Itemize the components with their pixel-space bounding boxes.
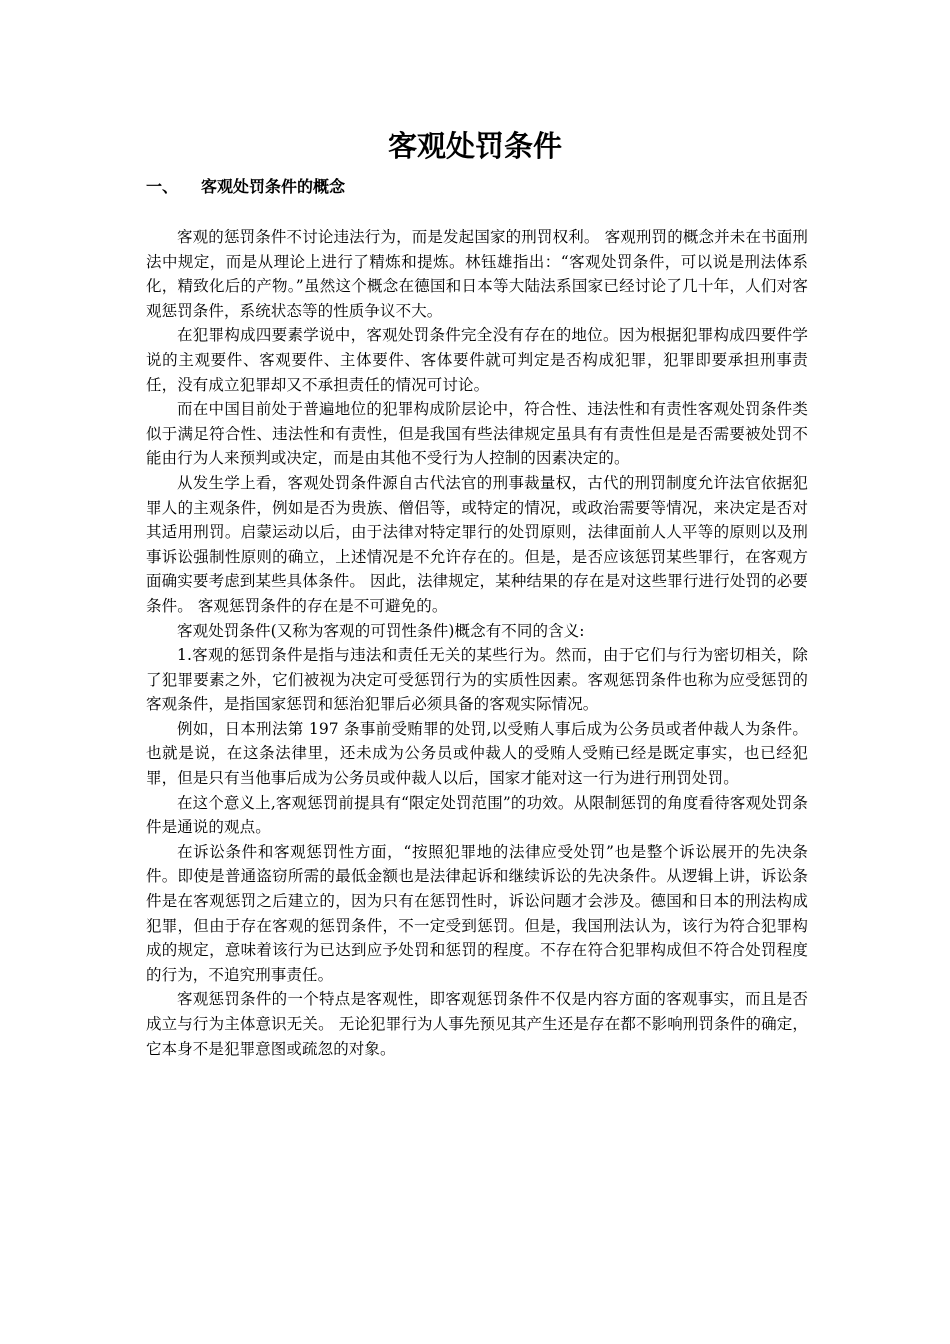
paragraph: 在诉讼条件和客观惩罚性方面，“按照犯罪地的法律应受处罚”也是整个诉讼展开的先决条件。即使是普通盗窃所需的最低金额也是法律起诉和继续诉讼的先决条件。从逻辑上讲，诉讼条件是在客观惩罚之后建立的，因为只有在惩罚性时，诉讼问题才会涉及。德国和日本的刑法构成犯罪，但由于存在客观的惩罚条件，不一定受到惩罚。但是，我国刑法认为，该行为符合犯罪构成的规定，意味着该行为已达到应予处罚和惩罚的程度。不存在符合犯罪构成但不符合处罚程度的行为，不追究刑事责任。	[146, 842, 808, 984]
paragraph: 例如，日本刑法第 197 条事前受贿罪的处罚,以受贿人事后成为公务员或者仲裁人为条件。也就是说，在这条法律里，还未成为公务员或仲裁人的受贿人受贿已经是既定事实，也已经犯罪，但是只有当他事后成为公务员或仲裁人以后，国家才能对这一行为进行刑罚处罚。	[146, 719, 808, 788]
paragraph: 从发生学上看，客观处罚条件源自古代法官的刑事裁量权，古代的刑罚制度允许法官依据犯罪人的主观条件，例如是否为贵族、僧侣等，或特定的情况，或政治需要等情况，来决定是否对其适用刑罚。启蒙运动以后，由于法律对特定罪行的处罚原则，法律面前人人平等的原则以及刑事诉讼强制性原则的确立，上述情况是不允许存在的。但是，是否应该惩罚某些罪行，在客观方面确实要考虑到某些具体条件。 因此，法律规定，某种结果的存在是对这些罪行进行处罚的必要条件。 客观惩罚条件的存在是不可避免的。	[146, 473, 808, 615]
paragraph: 在犯罪构成四要素学说中，客观处罚条件完全没有存在的地位。因为根据犯罪构成四要件学说的主观要件、客观要件、主体要件、客体要件就可判定是否构成犯罪，犯罪即要承担刑事责任，没有成立犯罪却又不承担责任的情况可讨论。	[146, 326, 808, 394]
document-body	[146, 225, 808, 1061]
paragraph: 1.客观的惩罚条件是指与违法和责任无关的某些行为。然而，由于它们与行为密切相关，除了犯罪要素之外，它们被视为决定可受惩罚行为的实质性因素。客观惩罚条件也称为应受惩罚的客观条件，是指国家惩罚和惩治犯罪后必须具备的客观实际情况。	[146, 646, 808, 714]
paragraph: 客观的惩罚条件不讨论违法行为，而是发起国家的刑罚权利。 客观刑罚的概念并未在书面刑法中规定，而是从理论上进行了精炼和提炼。林钰雄指出：“客观处罚条件，可以说是刑法体系化，精致化后的产物。”虽然这个概念在德国和日本等大陆法系国家已经讨论了几十年，人们对客观惩罚条件，系统状态等的性质争议不大。	[146, 228, 808, 320]
document-title: 客观处罚条件	[387, 129, 562, 163]
paragraph: 在这个意义上,客观惩罚前提具有“限定处罚范围”的功效。从限制惩罚的角度看待客观处罚条件是通说的观点。	[146, 793, 808, 837]
section-heading	[146, 174, 345, 200]
section-number: 一、	[146, 177, 179, 196]
paragraph: 而在中国目前处于普遍地位的犯罪构成阶层论中，符合性、违法性和有责性客观处罚条件类似于满足符合性、违法性和有责性，但是我国有些法律规定虽具有有责性但是是否需要被处罚不能由行为人来预判或决定，而是由其他不受行为人控制的因素决定的。	[146, 400, 808, 468]
section-heading-text: 客观处罚条件的概念	[201, 177, 346, 196]
paragraph: 客观惩罚条件的一个特点是客观性，即客观惩罚条件不仅是内容方面的客观事实，而且是否成立与行为主体意识无关。 无论犯罪行为人事先预见其产生还是存在都不影响刑罚条件的确定，它本身不是犯罪意图或疏忽的对象。	[146, 990, 808, 1058]
paragraph: 客观处罚条件(又称为客观的可罚性条件)概念有不同的含义:	[177, 621, 585, 640]
